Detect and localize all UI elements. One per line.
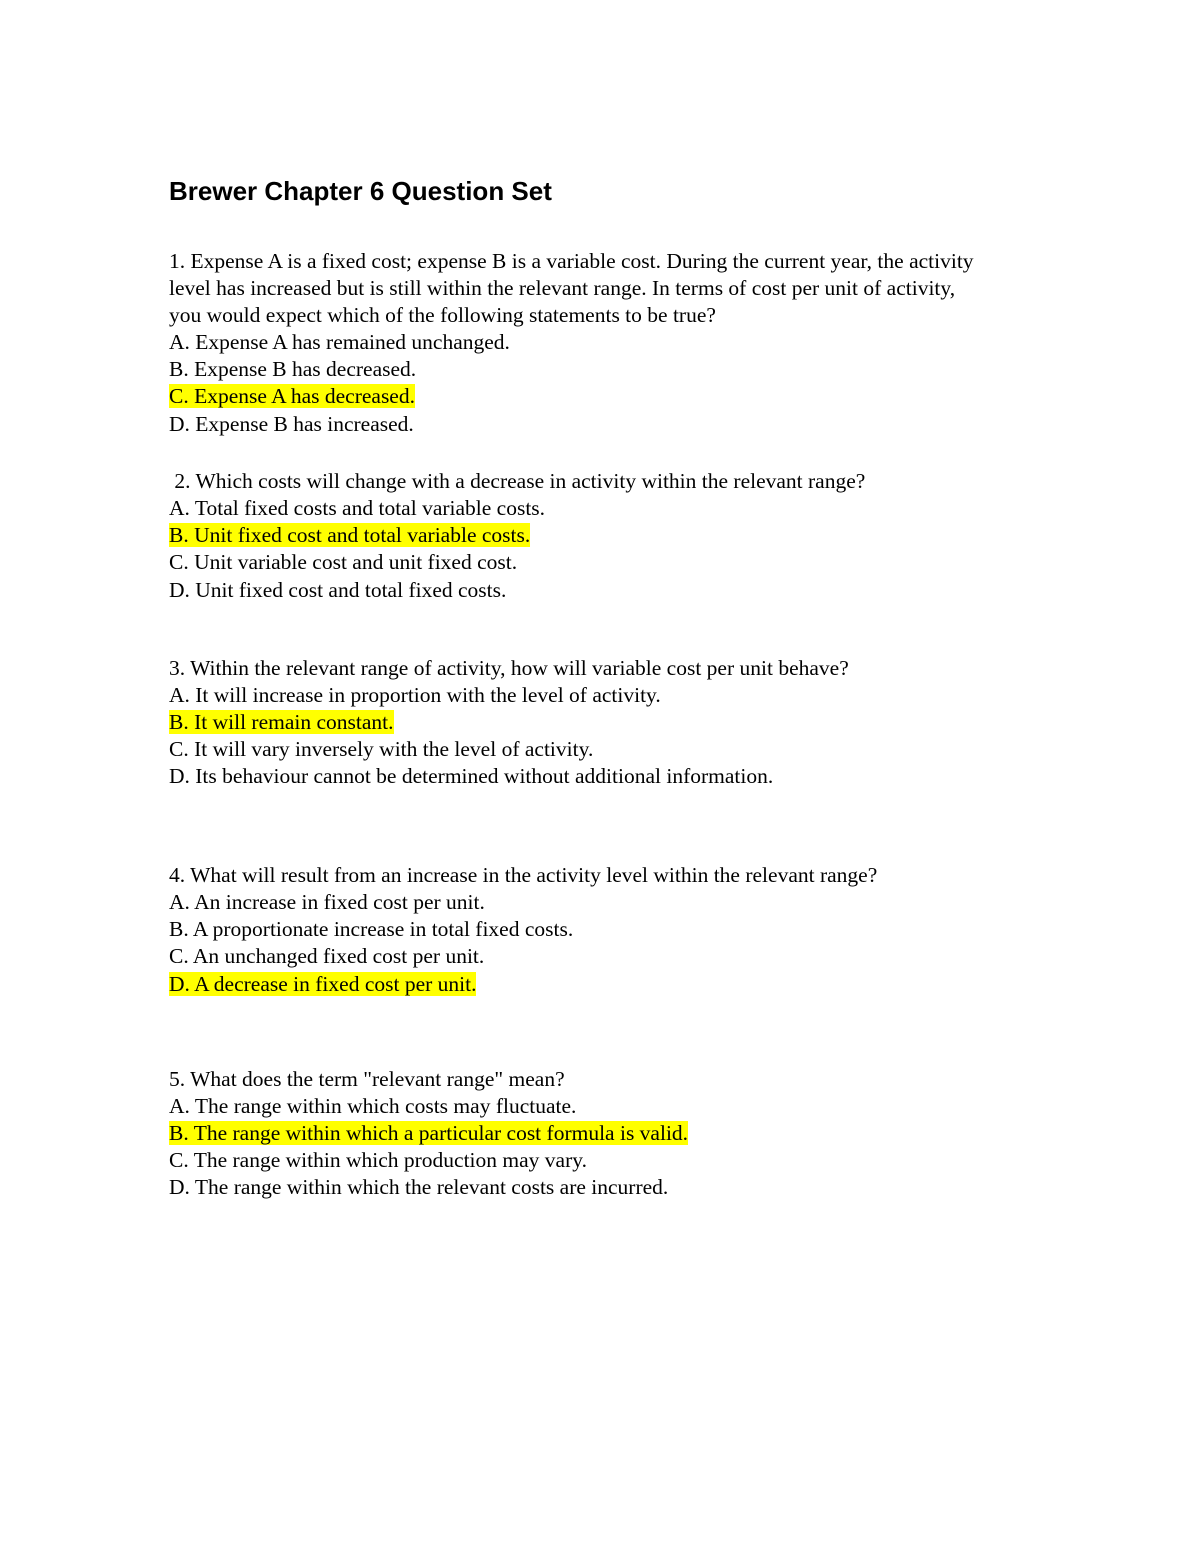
question-1-stem-line-3: you would expect which of the following statements to be true? <box>169 303 716 327</box>
question-5-option-c: C. The range within which production may vary. <box>169 1148 587 1172</box>
question-2-option-d: D. Unit fixed cost and total fixed costs. <box>169 578 507 602</box>
question-2-option-c: C. Unit variable cost and unit fixed cost. <box>169 550 518 574</box>
question-4-option-b: B. A proportionate increase in total fixed costs. <box>169 917 574 941</box>
question-3-option-d: D. Its behaviour cannot be determined without additional information. <box>169 764 774 788</box>
question-4-option-c: C. An unchanged fixed cost per unit. <box>169 944 485 968</box>
page-title: Brewer Chapter 6 Question Set <box>169 176 552 206</box>
question-2-stem: 2. Which costs will change with a decrease in activity within the relevant range? <box>169 469 866 493</box>
question-5-option-b-answer: B. The range within which a particular cost formula is valid. <box>169 1121 689 1145</box>
question-5-stem: 5. What does the term "relevant range" mean? <box>169 1067 565 1091</box>
question-4-option-a: A. An increase in fixed cost per unit. <box>169 890 485 914</box>
question-1-stem-line-1: 1. Expense A is a fixed cost; expense B is a variable cost. During the current year, the activity <box>169 249 974 273</box>
question-2-option-b-answer: B. Unit fixed cost and total variable costs. <box>169 523 531 547</box>
question-3-stem: 3. Within the relevant range of activity, how will variable cost per unit behave? <box>169 656 849 680</box>
question-4-stem: 4. What will result from an increase in the activity level within the relevant range? <box>169 863 878 887</box>
question-1-option-d: D. Expense B has increased. <box>169 412 414 436</box>
question-1-option-a: A. Expense A has remained unchanged. <box>169 330 510 354</box>
question-3-option-a: A. It will increase in proportion with the level of activity. <box>169 683 661 707</box>
question-1-stem-line-2: level has increased but is still within the relevant range. In terms of cost per unit of activity, <box>169 276 956 300</box>
question-1-option-c-answer: C. Expense A has decreased. <box>169 384 415 408</box>
question-5-option-d: D. The range within which the relevant costs are incurred. <box>169 1175 669 1199</box>
question-3-option-b-answer: B. It will remain constant. <box>169 710 394 734</box>
question-4-option-d-answer: D. A decrease in fixed cost per unit. <box>169 972 477 996</box>
question-5-option-a: A. The range within which costs may fluctuate. <box>169 1094 577 1118</box>
question-3-option-c: C. It will vary inversely with the level of activity. <box>169 737 594 761</box>
question-1-option-b: B. Expense B has decreased. <box>169 357 417 381</box>
question-2-option-a: A. Total fixed costs and total variable costs. <box>169 496 546 520</box>
